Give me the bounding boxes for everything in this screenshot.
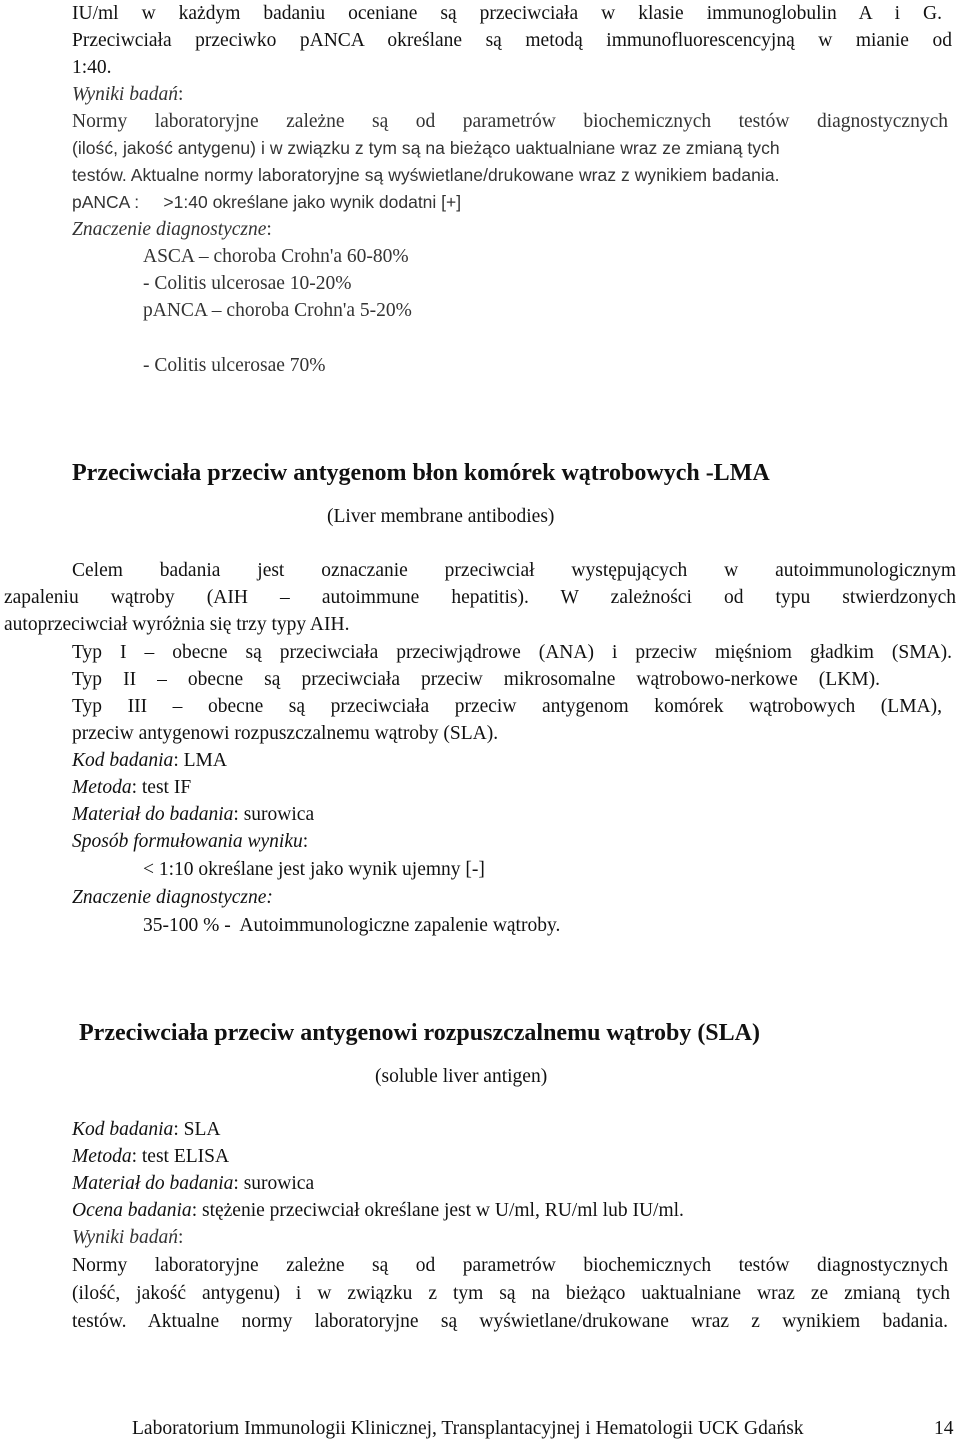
sla-code-label: Kod badania xyxy=(72,1119,174,1140)
text-line: Przeciwciała przeciwko pANCA określane są metodą immunofluorescencyjną w mianie od xyxy=(72,30,952,51)
lma-material-label: Materiał do badania xyxy=(72,804,234,825)
lma-method-label: Metoda xyxy=(72,777,132,798)
results-heading xyxy=(72,81,183,108)
panca-line: pANCA – choroba Crohn'a 5-20% xyxy=(143,300,412,321)
sla-evaluation-label: Ocena badania xyxy=(72,1200,192,1221)
sla-results-colon: : xyxy=(177,1227,184,1248)
sla-results-label: Wyniki badań xyxy=(72,1227,178,1248)
asca-uc-line: - Colitis ulcerosae 10-20% xyxy=(143,273,352,294)
lma-formulation xyxy=(72,828,308,855)
lma-code xyxy=(72,747,227,774)
diag-label: Znaczenie diagnostyczne xyxy=(72,219,267,240)
lma-type3: Typ III – obecne są przeciwciała przeciw antygenom komórek wątrobowych (LMA), xyxy=(72,696,942,717)
lma-type1: Typ I – obecne są przeciwciała przeciwjądrowe (ANA) i przeciw mięśniom gładkim (SMA). xyxy=(72,642,952,663)
lma-type2: Typ II – obecne są przeciwciała przeciw mikrosomalne wątrobowo-nerkowe (LKM). xyxy=(72,669,880,690)
lma-code-label: Kod badania xyxy=(72,750,174,771)
lma-intro-line: autoprzeciwciał wyróżnia się trzy typy AIH. xyxy=(4,614,350,635)
lma-material xyxy=(72,801,314,828)
sla-method-value: : test ELISA xyxy=(131,1146,230,1167)
sla-material-value: : surowica xyxy=(233,1173,315,1194)
lma-material-value: : surowica xyxy=(233,804,315,825)
sla-material xyxy=(72,1170,314,1197)
diag-colon: : xyxy=(266,219,272,240)
lma-diag-label: Znaczenie diagnostyczne: xyxy=(72,887,273,908)
lma-formulation-value: < 1:10 określane jest jako wynik ujemny [-] xyxy=(143,859,485,880)
lma-type3-cont: przeciw antygenowi rozpuszczalnemu wątroby (SLA). xyxy=(72,723,499,744)
sla-norms-line: Normy laboratoryjne zależne są od parametrów biochemicznych testów diagnostycznych xyxy=(72,1255,948,1276)
lma-formulation-label: Sposób formułowania wyniku xyxy=(72,831,303,852)
asca-line: ASCA – choroba Crohn'a 60-80% xyxy=(143,246,409,267)
sla-subtitle: (soluble liver antigen) xyxy=(375,1066,548,1087)
sla-norms-line: (ilość, jakość antygenu) i w związku z tym są na bieżąco uaktualniane wraz ze zmianą tych xyxy=(72,1283,950,1304)
lma-title: Przeciwciała przeciw antygenom błon komórek wątrobowych -LMA xyxy=(72,460,770,486)
norms-line: Normy laboratoryjne zależne są od parametrów biochemicznych testów diagnostycznych xyxy=(72,111,948,132)
results-colon: : xyxy=(177,84,184,105)
footer-lab: Laboratorium Immunologii Klinicznej, Transplantacyjnej i Hematologii UCK Gdańsk xyxy=(132,1418,804,1439)
sla-code-value: : SLA xyxy=(173,1119,221,1140)
sla-method-label: Metoda xyxy=(72,1146,132,1167)
lma-intro-line: zapaleniu wątroby (AIH – autoimmune hepatitis). W zależności od typu stwierdzonych xyxy=(4,587,956,608)
sla-title: Przeciwciała przeciw antygenowi rozpuszczalnemu wątroby (SLA) xyxy=(79,1020,760,1046)
norms-line: testów. Aktualne normy laboratoryjne są wyświetlane/drukowane wraz z wynikiem badania. xyxy=(72,165,780,185)
sla-evaluation xyxy=(72,1197,684,1224)
lma-intro-line: Celem badania jest oznaczanie przeciwciał występujących w autoimmunologicznym xyxy=(72,560,956,581)
lma-formulation-colon: : xyxy=(302,831,309,852)
sla-evaluation-value: : stężenie przeciwciał określane jest w U/ml, RU/ml lub IU/ml. xyxy=(191,1200,684,1221)
norms-line: (ilość, jakość antygenu) i w związku z tym są na bieżąco uaktualniane wraz ze zmianą tych xyxy=(72,138,780,158)
sla-method xyxy=(72,1143,229,1170)
lma-code-value: : LMA xyxy=(173,750,227,771)
text-line: 1:40. xyxy=(72,57,112,78)
lma-method xyxy=(72,774,191,801)
results-label: Wyniki badań xyxy=(72,84,178,105)
sla-code xyxy=(72,1116,220,1143)
lma-method-value: : test IF xyxy=(131,777,192,798)
sla-results-heading xyxy=(72,1224,183,1251)
panca-result: pANCA : >1:40 określane jako wynik dodatni [+] xyxy=(72,192,462,212)
lma-subtitle: (Liver membrane antibodies) xyxy=(327,506,555,527)
sla-material-label: Materiał do badania xyxy=(72,1173,234,1194)
text-line: IU/ml w każdym badaniu oceniane są przeciwciała w klasie immunoglobulin A i G. xyxy=(72,3,942,24)
sla-norms-line: testów. Aktualne normy laboratoryjne są wyświetlane/drukowane wraz z wynikiem badania. xyxy=(72,1311,948,1332)
panca-uc-line: - Colitis ulcerosae 70% xyxy=(143,355,326,376)
lma-diag-value: 35-100 % - Autoimmunologiczne zapalenie wątroby. xyxy=(143,915,561,936)
footer-page-number: 14 xyxy=(934,1418,954,1439)
diag-heading xyxy=(72,216,272,243)
